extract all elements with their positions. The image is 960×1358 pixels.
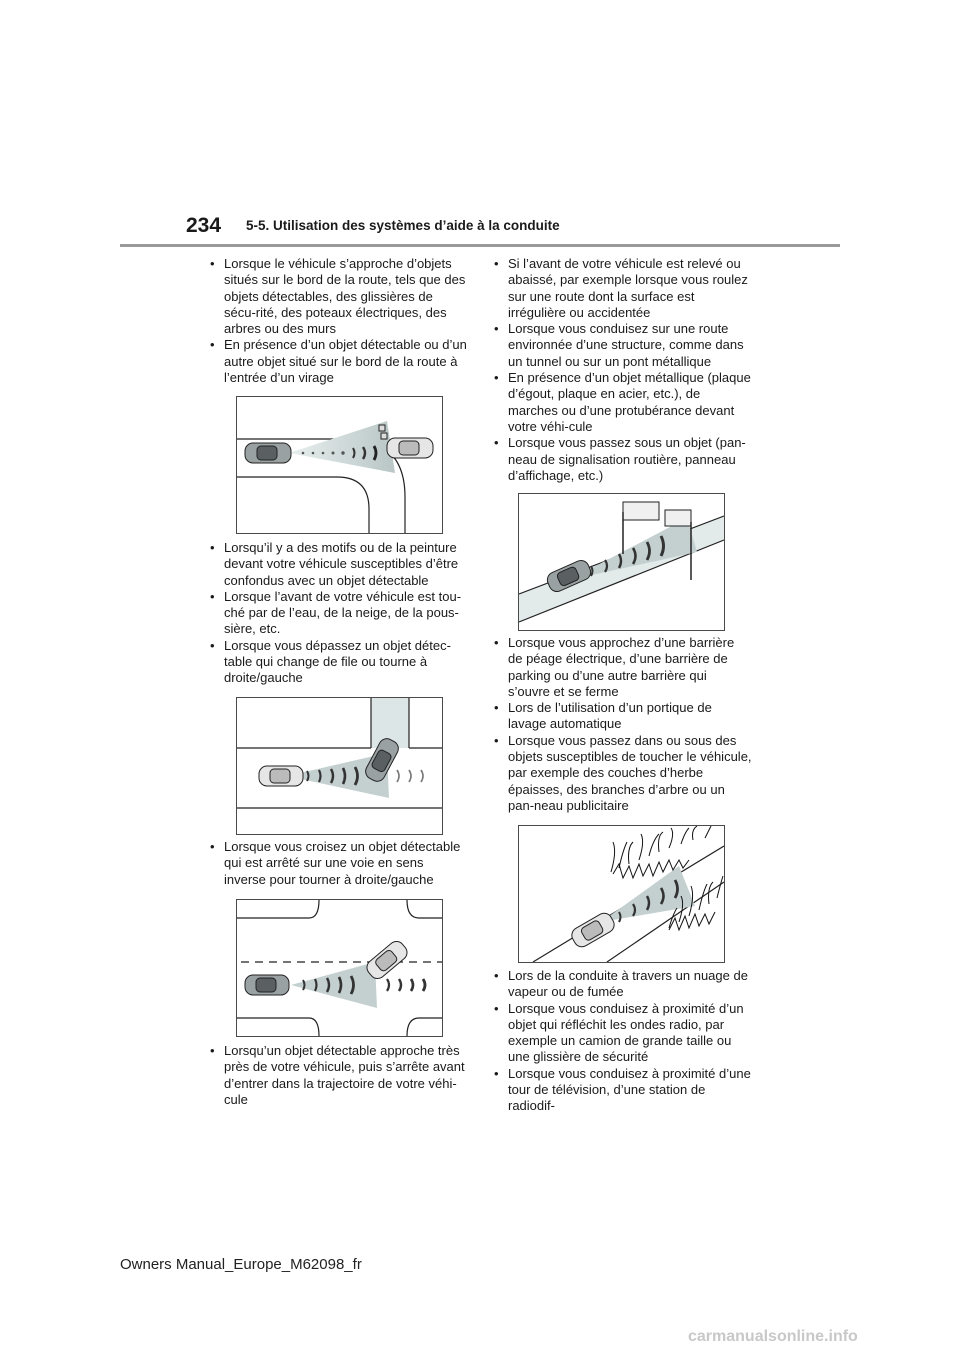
footer-manual-id: Owners Manual_Europe_M62098_fr [120,1256,362,1273]
bullet-item: • Lorsqu’un objet détectable approche très près de votre véhicule, puis s’arrête avant d’entrer dans la trajectoire de votre véhi-cule [206,1043,468,1108]
left-bullets-3 [206,839,468,888]
bullet-item: • Lorsque vous croisez un objet détectable qui est arrêté sur une voie en sens inverse pour tourner à droite/gauche [206,839,468,888]
bullet-item: • Lors de l’utilisation d’un portique de lavage automatique [490,700,752,733]
illustration-tall-grass [518,825,725,963]
bullet-item: • En présence d’un objet métallique (plaque d’égout, plaque en acier, etc.), de marches ou d’une protubérance devant votre véhi-cule [490,370,752,435]
bullet-item: • Lors de la conduite à travers un nuage de vapeur ou de fumée [490,968,752,1001]
right-bullets-2 [490,635,752,814]
bullet-item: • En présence d’un objet détectable ou d’un autre objet situé sur le bord de la route à l’entrée d’un virage [206,337,468,386]
bullet-item: • Si l’avant de votre véhicule est relevé ou abaissé, par exemple lorsque vous roulez sur une route dont la surface est irrégulière ou accidentée [490,256,752,321]
page-number: 234 [186,214,222,237]
bullet-item: • Lorsque vous passez sous un objet (pan-neau de signalisation routière, panneau d’affichage, etc.) [490,435,752,484]
bullet-item: • Lorsque le véhicule s’approche d’objets situés sur le bord de la route, tels que des objets détectables, des glissières de sécu-rité, des poteaux électriques, des arbres ou des murs [206,256,468,337]
illustration-oncoming-stopped [236,899,443,1037]
bullet-item: • Lorsque vous passez dans ou sous des objets susceptibles de toucher le véhicule, par exemple des couches d’herbe épaisses, des branches d’arbre ou un pan-neau publicitaire [490,733,752,814]
left-bullets-1 [206,256,468,386]
illustration-roadside-curve [236,396,443,534]
header-rule [120,244,840,247]
watermark: carmanualsonline.info [688,1328,858,1345]
bullet-item: • Lorsque vous dépassez un objet détec-table qui change de file ou tourne à droite/gauche [206,638,468,687]
right-bullets-3 [490,968,752,1115]
section-title: 5-5. Utilisation des systèmes d’aide à la conduite [246,218,560,233]
bullet-item: • Lorsque vous conduisez à proximité d’une tour de télévision, d’une station de radiodif- [490,1066,752,1115]
bullet-item: • Lorsque vous approchez d’une barrière de péage électrique, d’une barrière de parking ou d’une autre barrière qui s’ouvre et se ferme [490,635,752,700]
right-bullets-1 [490,256,752,484]
illustration-overhead-sign [518,493,725,631]
left-bullets-2 [206,540,468,687]
bullet-item: • Lorsqu’il y a des motifs ou de la peinture devant votre véhicule susceptibles d’être confondus avec un objet détectable [206,540,468,589]
bullet-item: • Lorsque vous conduisez à proximité d’un objet qui réfléchit les ondes radio, par exemple un camion de grande taille ou une glissière de sécurité [490,1001,752,1066]
left-bullets-4 [206,1043,468,1108]
bullet-item: • Lorsque vous conduisez sur une route environnée d’une structure, comme dans un tunnel ou sur un pont métallique [490,321,752,370]
bullet-item: • Lorsque l’avant de votre véhicule est tou-ché par de l’eau, de la neige, de la pous-sière, etc. [206,589,468,638]
illustration-vehicle-turning [236,697,443,835]
